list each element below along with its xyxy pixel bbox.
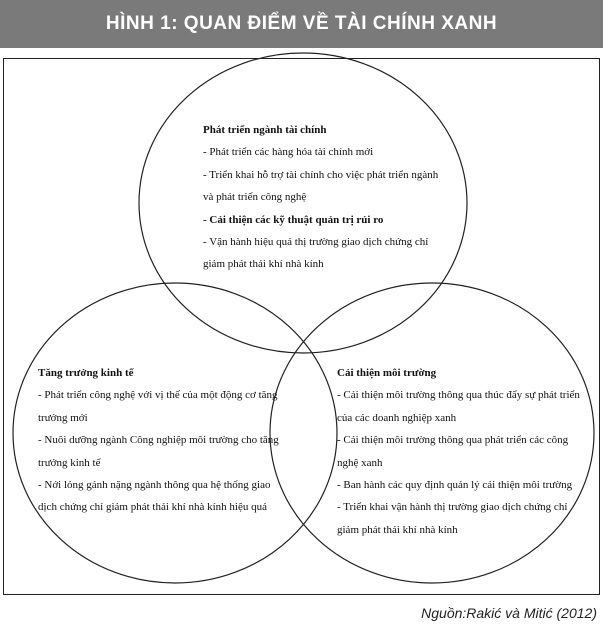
group-line: nghệ xanh <box>337 456 383 469</box>
group-line: - Nới lỏng gánh nặng ngành thông qua hệ thống giao <box>38 479 271 492</box>
group-line: trưởng mới <box>38 411 88 424</box>
group-line: - Triển khai vận hành thị trường giao dịch chứng chỉ <box>337 501 568 514</box>
group-line: - Nuôi dưỡng ngành Công nghiệp môi trường cho tăng <box>38 434 279 447</box>
group-economic-growth <box>38 362 279 519</box>
source-caption: Nguồn:Rakić và Mitić (2012) <box>421 605 597 621</box>
group-line: - Cải thiện các kỹ thuật quản trị rủi ro <box>203 213 384 226</box>
group-line: trưởng kinh tế <box>38 456 101 469</box>
group-heading: Phát triển ngành tài chính <box>203 124 327 136</box>
group-line: dịch chứng chỉ giảm phát thải khí nhà kính hiệu quả <box>38 501 267 514</box>
group-line: - Cải thiện môi trường thông qua thúc đẩy sự phát triển <box>337 389 580 402</box>
group-line: - Phát triển công nghệ với vị thế của một động cơ tăng <box>38 389 278 402</box>
group-line: - Phát triển các hàng hóa tài chính mới <box>203 146 374 159</box>
group-line: của các doanh nghiệp xanh <box>337 411 457 424</box>
group-line: giảm phát thải khí nhà kính <box>203 258 324 271</box>
group-heading: Cải thiện môi trường <box>337 367 437 379</box>
group-heading: Tăng trưởng kinh tế <box>38 367 134 379</box>
group-environment-improvement <box>337 362 580 541</box>
group-line: - Triển khai hỗ trợ tài chính cho việc phát triển ngành <box>203 168 439 181</box>
group-line: và phát triển công nghệ <box>203 191 307 204</box>
group-line: - Vận hành hiệu quả thị trường giao dịch chứng chỉ <box>203 236 429 249</box>
figure-title: HÌNH 1: QUAN ĐIỂM VỀ TÀI CHÍNH XANH <box>105 13 498 34</box>
group-line: - Cải thiện môi trường thông qua phát triển các công <box>337 434 569 447</box>
group-financial-development <box>203 119 438 276</box>
group-line: - Ban hành các quy định quản lý cải thiện môi trường <box>337 479 573 492</box>
group-line: giảm phát thải khí nhà kính <box>337 523 458 536</box>
